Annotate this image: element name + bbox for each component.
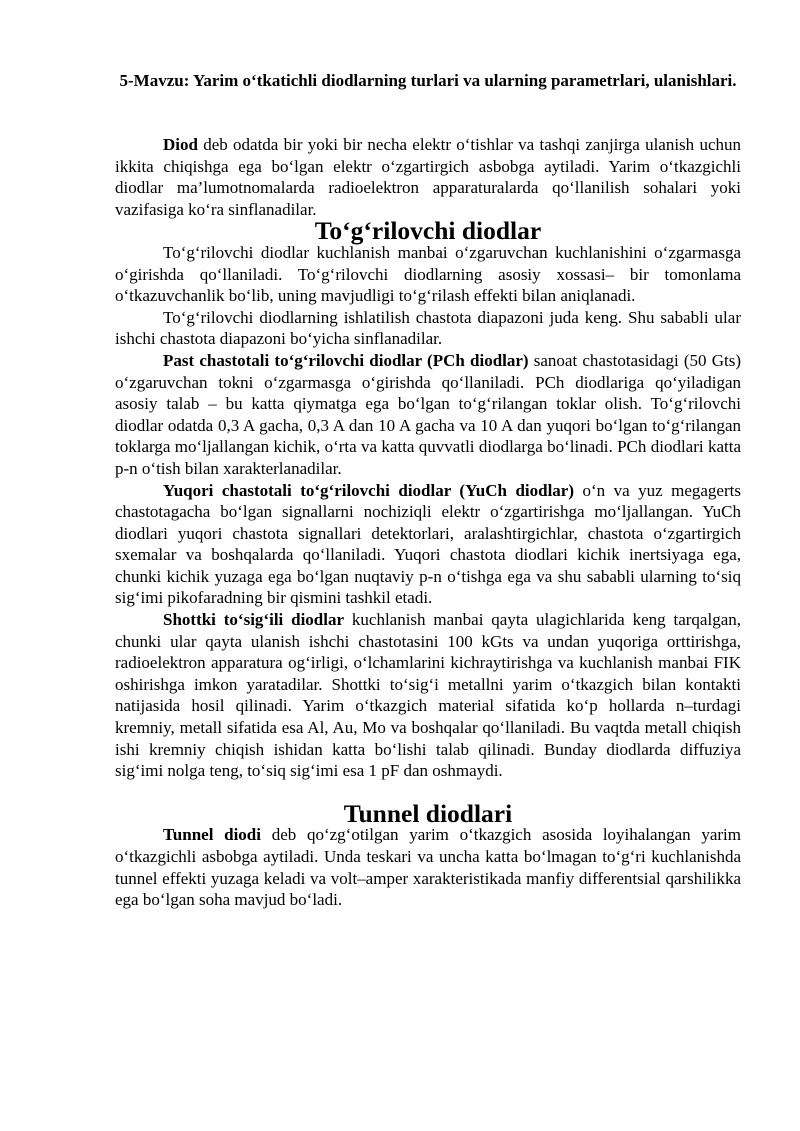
intro-paragraph — [115, 134, 741, 220]
section-heading-rectifier: To‘g‘rilovchi diodlar — [314, 216, 542, 246]
document-title: 5-Mavzu: Yarim o‘tkatichli diodlarning turlari va ularning parametrlari, ulanishlari. — [119, 71, 737, 90]
schottky-term: Shottki to‘sig‘ili diodlar — [163, 610, 345, 630]
high-frequency-term: Yuqori chastotali to‘g‘rilovchi diodlar (YuCh diodlar) — [163, 480, 575, 500]
schottky-text: kuchlanish manbai qayta ulagichlarida keng tarqalgan, chunki ular qayta ulanish ishchi chastotasini 100 kGts va undan yuqoriga orttirishga, radioelektron apparatura og‘irligi, o‘lchamlarini kichraytirishga va kuchlanish manbai FIK oshirishga imkon yaratadilar. Shottki to‘sig‘i metallni yarim o‘tkazgich bilan kontakti natijasida hosil qilinadi. Yarim o‘tkazgich material sifatida ko‘p hollarda n–turdagi kremniy, metall sifatida esa Al, Au, Mo va boshqalar qo‘llaniladi. Bu vaqtda metall chiqish ishi kremniy chiqish ishidan katta bo‘lishi talab qilinadi. Bunday diodlarda diffuziya sig‘imi nolga teng, to‘siq sig‘imi esa 1 pF dan oshmaydi. — [115, 610, 741, 781]
low-frequency-paragraph — [115, 350, 741, 480]
tunnel-term: Tunnel diodi — [163, 825, 261, 845]
document-page — [115, 70, 741, 911]
title-spacer — [115, 92, 741, 134]
tunnel-text: deb qo‘zg‘otilgan yarim o‘tkazgich asosida loyihalangan yarim o‘tkazgichli asbobga aytiladi. Unda teskari va uncha katta bo‘lmagan to‘g‘ri kuchlanishda tunnel effekti yuzaga keladi va volt–amper xarakteristikada manfiy differentsial qarshilikka ega bo‘lgan soha mavjud bo‘ladi. — [115, 825, 741, 910]
high-frequency-paragraph — [115, 480, 741, 610]
tunnel-paragraph — [115, 824, 741, 910]
intro-term: Diod — [163, 135, 198, 154]
intro-text: deb odatda bir yoki bir necha elektr o‘tishlar va tashqi zanjirga ulanish uchun ikkita chiqishga ega bo‘lgan elektr o‘zgartirgich asbobga aytiladi. Yarim o‘tkazgichli diodlar ma’lumotnomalarda radioelektron apparaturalarda qo‘llanilish sohalari yoki vazifasiga ko‘ra sinflanadilar. — [115, 135, 741, 219]
low-frequency-text: sanoat chastotasidagi (50 Gts) o‘zgaruvchan tokni o‘zgarmasga o‘girishda qo‘llaniladi. PCh diodlariga qo‘yiladigan asosiy talab – bu katta qiymatga ega bo‘lgan to‘g‘rilangan toklar olish. To‘g‘rilovchi diodlar odatda 0,3 A gacha, 0,3 A dan 10 A gacha va 10 A dan yuqori bo‘lgan to‘g‘rilangan toklarga mo‘ljallangan kichik, o‘rta va katta quvvatli diodlarga bo‘linadi. PCh diodlari katta p-n o‘tish bilan xarakterlanadilar. — [115, 350, 741, 478]
high-frequency-text: o‘n va yuz megagerts chastotagacha bo‘lgan signallarni nochiziqli elektr o‘zgartirishga mo‘ljallangan. YuCh diodlari yuqori chastota signallari detektorlari, aralashtirgichlar, chastota o‘zgartirgich sxemalar va boshqalarda qo‘llaniladi. Yuqori chastota diodlari kichik inertsiyaga ega, chunki kichik yuzaga ega bo‘lgan nuqtaviy p-n o‘tishga ega va shu sababli ularning to‘siq sig‘imi pikofaradning bir qismini tashkil etadi. — [115, 480, 741, 608]
section-heading-tunnel: Tunnel diodlari — [343, 798, 513, 828]
low-frequency-term: Past chastotali to‘g‘rilovchi diodlar (PCh diodlar) — [163, 350, 529, 370]
rectifier-paragraph-1: To‘g‘rilovchi diodlar kuchlanish manbai o‘zgaruvchan kuchlanishini o‘zgarmasga o‘girishda qo‘llaniladi. To‘g‘rilovchi diodlarning asosiy xossasi– bir tomonlama o‘tkazuvchanlik bo‘lib, uning mavjudligi to‘g‘rilash effekti bilan aniqlanadi. — [115, 242, 741, 306]
rectifier-paragraph-2: To‘g‘rilovchi diodlarning ishlatilish chastota diapazoni juda keng. Shu sababli ular ishchi chastota diapazoni bo‘yicha sinflanadilar. — [115, 307, 741, 349]
schottky-paragraph — [115, 609, 741, 782]
